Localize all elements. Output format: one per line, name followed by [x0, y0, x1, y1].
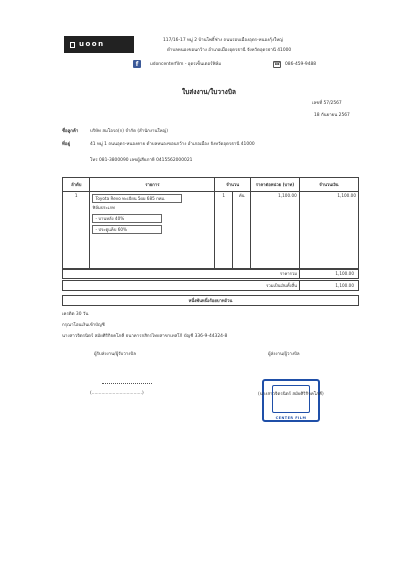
- receiver-name: (....................................): [90, 391, 144, 396]
- row-unit-price: 1,100.00: [251, 192, 300, 270]
- bank-account: นางสาวจิตรนิตร์ สมัยศิริกิจคโภคี ธนาคารกสิกรไทยสาขาเทสโก้ บัญชี 336-9-44324-8: [62, 334, 228, 339]
- totals-divider: [299, 281, 300, 290]
- logo-mark-icon: [70, 42, 75, 48]
- items-table: [62, 177, 359, 270]
- sender-name: (นางสาวจิตรนิตร์ สมัยศิริกิจคโภคี): [258, 392, 324, 397]
- receiver-label: ผู้รับส่งงาน/ผู้รับวางบิล: [94, 352, 136, 357]
- grand-total-row: [62, 280, 359, 291]
- company-address-line1: 117/16-17 หมู่ 2 บ้านโพธิ์ช่าง ถนนรอบเมืองอุดร-หนองกุ้งใหญ่: [163, 38, 283, 43]
- facebook-icon: f: [133, 60, 141, 68]
- subtotal-value: 1,100.00: [335, 271, 354, 276]
- row-detail-1: - บานหลัง 40%: [92, 214, 162, 223]
- totals-divider: [299, 269, 300, 278]
- customer-name: บริษัท สมโอรถ(ก) จำกัด (สำนักงานใหญ่): [90, 129, 168, 134]
- amount-in-words: หนึ่งพันหนึ่งร้อยบาทถ้วน: [62, 295, 359, 306]
- customer-contact: โทร 081-3800090 เลขผู้เสียภาษี 0415562000021: [90, 158, 193, 163]
- subtotal-label: ราคารวม: [279, 271, 297, 276]
- row-detail-2: - ประตูแค็บ 60%: [92, 225, 162, 234]
- company-address-line2: ตำบลหนองขอนกว้าง อำเภอเมืองอุดรธานี จังหวัดอุดรธานี 41000: [167, 48, 292, 53]
- header-qty: จำนวน: [215, 178, 251, 192]
- row-item: Toyota Revo ทะเบียน 5ผผ 685 กทม.: [92, 194, 182, 203]
- row-detail-label: ฟิล์มประเภท: [92, 205, 115, 211]
- header-item: รายการ: [90, 178, 215, 192]
- payment-note: กรุณาโอนเงินเข้าบัญชี: [62, 323, 105, 328]
- credit-term: เครดิต 30 วัน: [62, 312, 89, 317]
- grand-total-value: 1,100.00: [335, 283, 354, 288]
- row-unit: คัน: [233, 192, 251, 270]
- document-date: 18 กันยายน 2567: [314, 113, 350, 118]
- table-header-row: [63, 178, 359, 192]
- header-no: ลำดับ: [63, 178, 90, 192]
- receiver-signature-line: [102, 383, 152, 384]
- customer-name-label: ชื่อลูกค้า: [62, 129, 79, 134]
- subtotal-row: [62, 268, 359, 279]
- sender-label: ผู้ส่งงาน/ผู้วางบิล: [268, 352, 300, 357]
- grand-total-label: รวมเป็นเงินทั้งสิ้น: [266, 283, 297, 288]
- row-no: 1: [63, 192, 90, 270]
- company-logo: [64, 36, 134, 53]
- stamp-text: CENTER FILM: [275, 416, 307, 420]
- table-row: [63, 192, 359, 270]
- stamp-inner-frame: [272, 385, 310, 413]
- company-phone: 086-459-9488: [285, 62, 317, 67]
- document-title: ใบส่งงาน/ใบวางบิล: [182, 88, 236, 96]
- customer-address-label: ที่อยู่: [62, 142, 71, 147]
- row-qty: 1: [215, 192, 233, 270]
- header-unit-price: ราคาต่อหน่วย (บาท): [251, 178, 300, 192]
- logo-text: uoon: [79, 40, 105, 49]
- facebook-name: udoncenterfilm - อุดรเซ็นเตอร์ฟิล์ม: [150, 62, 222, 67]
- company-stamp: [262, 379, 320, 422]
- row-amount: 1,100.00: [299, 192, 358, 270]
- row-item-cell: [90, 192, 215, 270]
- customer-address: 41 หมู่ 1 ถนนอุดร-หนองคาย ตำบลหนองขอนกว้าง อำเภอเมือง จังหวัดอุดรธานี 41000: [90, 142, 255, 147]
- document-number: เลขที่ 57/2567: [312, 101, 342, 106]
- phone-icon: ☎: [274, 61, 281, 67]
- header-amount: จำนวนเงิน: [299, 178, 358, 192]
